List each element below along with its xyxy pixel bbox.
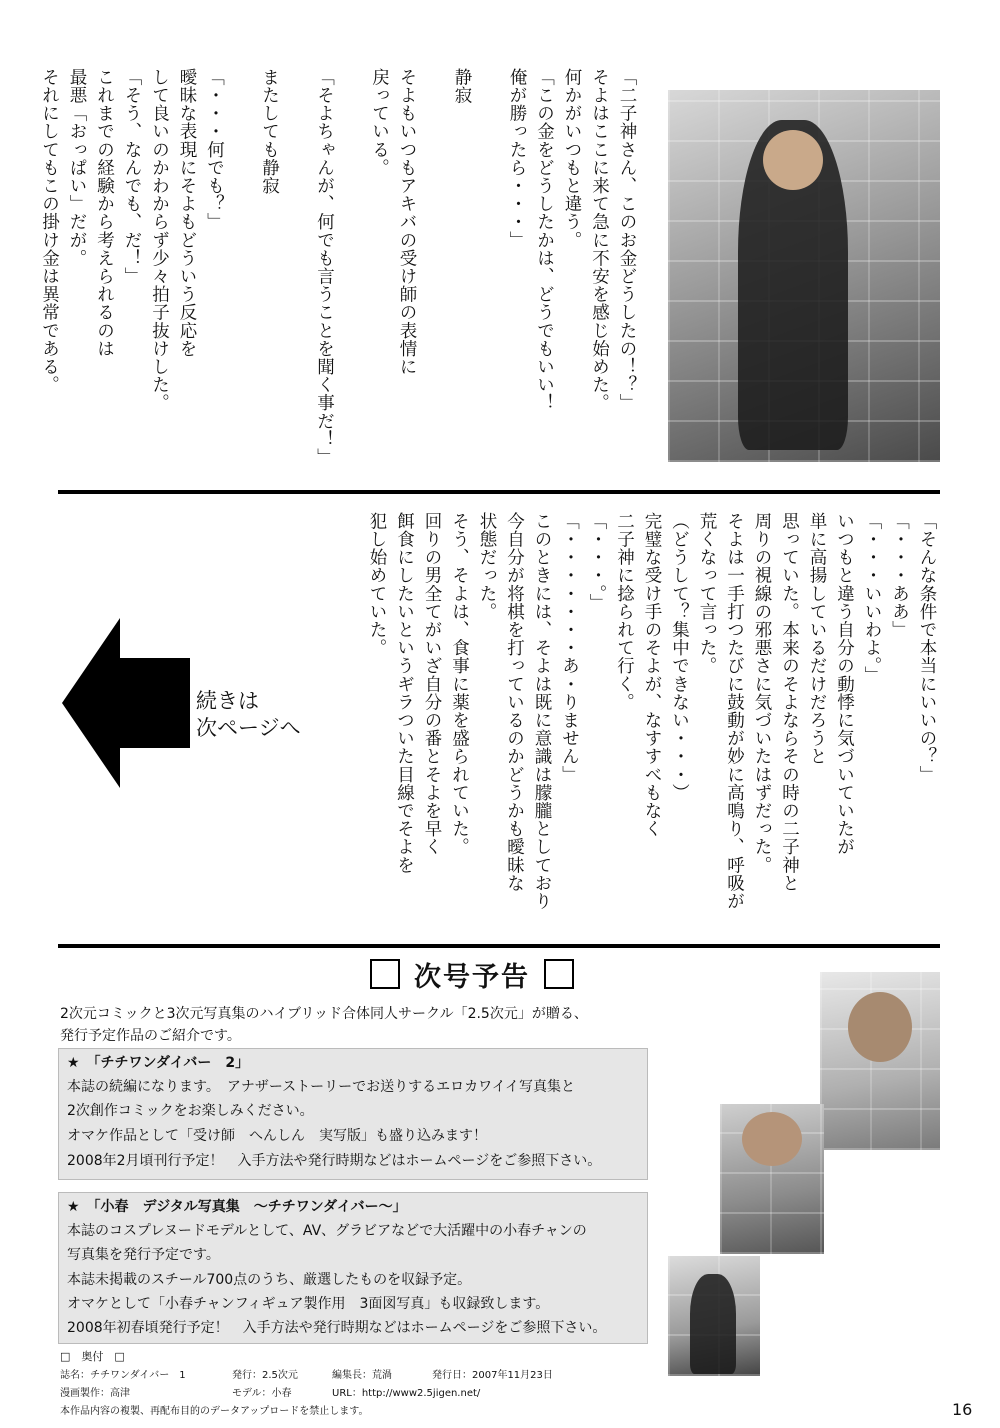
story-line: [338, 68, 366, 488]
story-line: 「・・・ああ」: [889, 512, 910, 639]
story-line: 何かがいつもと違う。: [562, 68, 582, 249]
story-line: 今自分が将棋を打っているのかどうかも曖昧な: [504, 512, 525, 893]
intro-line1: 2次元コミックと3次元写真集のハイブリッド合体同人サークル「2.5次元」が贈る、: [60, 1006, 588, 1022]
story-line: 犯し始めていた。: [367, 512, 387, 657]
promo2-title: ★ 「小春 デジタル写真集 ～チチワンダイバー～」: [67, 1199, 407, 1215]
colophon-editor: 編集長：荒渦: [332, 1370, 392, 1381]
story-line: 周りの視線の邪悪さに気づいたはずだった。: [752, 512, 772, 874]
story-line: [475, 68, 503, 488]
promo1-line: オマケ作品として「受け師 へんしん 実写版」も盛り込みます！: [67, 1128, 487, 1144]
promo2-line: オマケとして「小春チャンフィギュア製作用 3面図写真」も収録致します。: [67, 1296, 550, 1312]
story-line: 曖昧な表現にそよもどういう反応を: [177, 68, 197, 358]
promo1-title: ★ 「チチワンダイバー 2」: [67, 1055, 250, 1071]
story-line: [228, 68, 256, 488]
story-top-text: [39, 68, 640, 488]
story-line: 回りの男全てがいざ自分の番とそよを早く: [422, 512, 442, 856]
promo-box-2: [58, 1192, 648, 1344]
colophon-notice: 本作品内容の複製、再配布目的のデータアップロードを禁止します。: [60, 1406, 369, 1417]
continue-line1: 続きは: [196, 689, 259, 713]
story-line: 餌食にしたいというギラついた目線でそよを: [394, 512, 415, 874]
colophon-url: URL：http://www2.5jigen.net/: [332, 1388, 481, 1399]
story-line: 「そう、なんでも、だ！」: [122, 68, 142, 286]
promo2-line: 本誌未掲載のスチール700点のうち、厳選したものを収録予定。: [67, 1272, 472, 1288]
promo2-line: 写真集を発行予定です。: [67, 1247, 220, 1263]
story-line: して良いのかわからず少々拍子抜けした。: [149, 68, 170, 412]
model-photo-portrait: [820, 972, 940, 1150]
story-line: それにしてもこの掛け金は異常である。: [39, 68, 60, 394]
model-photo-maid-back: [668, 1256, 760, 1376]
story-line: 状態だった。: [477, 512, 497, 621]
story-line: 「・・・何でも？」: [204, 68, 225, 231]
story-line: （どうして？集中できない・・・）: [669, 512, 690, 802]
colophon-date: 発行日：2007年11月23日: [432, 1370, 553, 1381]
story-line: 単に高揚しているだけだろうと: [807, 512, 827, 766]
story-line: これまでの経験から考えられるのは: [94, 68, 115, 358]
story-line: 最悪「おっぱい」だが。: [67, 68, 87, 268]
colophon-publisher: 発行：2.5次元: [232, 1370, 298, 1381]
arrow-left-icon: [62, 618, 192, 788]
story-line: 戻っている。: [369, 68, 390, 177]
continue-line2: 次ページへ: [196, 716, 301, 740]
story-line: そよは一手打つたびに鼓動が妙に高鳴り、呼吸が: [724, 512, 745, 911]
colophon-title: 誌名：チチワンダイバー 1: [60, 1370, 186, 1381]
story-line: 完璧な受け手のそよが、なすすべもなく: [642, 512, 662, 838]
story-line: 「二子神さん、このお金どうしたの！？」: [617, 68, 637, 412]
story-line: そう、そよは、食事に薬を盛られていた。: [449, 512, 470, 856]
colophon-manga: 漫画製作：高津: [60, 1388, 130, 1399]
story-line: そよもいつもアキバの受け師の表情に: [397, 68, 417, 376]
story-line: [283, 68, 311, 488]
story-line: 俺が勝ったら・・・」: [507, 68, 527, 249]
story-line: 「そよちゃんが、何でも言うことを聞く事だ！」: [314, 68, 335, 467]
story-line: このときには、そよは既に意識は朦朧としており: [532, 512, 552, 911]
story-line: 思っていた。本来のそよならその時の二子神と: [779, 512, 800, 893]
maid-photo-top: [668, 90, 940, 462]
promo2-line: 本誌のコスプレヌードモデルとして、AV、グラビアなどで大活躍中の小春チャンの: [67, 1223, 587, 1239]
heading-text: 次号予告: [414, 961, 530, 993]
story-line: 「この金をどうしたかは、どうでもいい！: [534, 68, 555, 412]
promo1-line: 2次創作コミックをお楽しみください。: [67, 1103, 314, 1119]
colophon-model: モデル：小春: [232, 1388, 292, 1399]
story-line: 「・・・。」: [587, 512, 607, 612]
promo2-line: 2008年初春頃発行予定！ 入手方法や発行時期などはホームページをご参照下さい。: [67, 1320, 607, 1336]
story-line: いつもと違う自分の動悸に気づいていたが: [834, 512, 855, 856]
square-icon: [370, 959, 400, 989]
story-line: 二子神に捻られて行く。: [614, 512, 635, 712]
promo1-line: 2008年2月頃刊行予定！ 入手方法や発行時期などはホームページをご参照下さい。: [67, 1153, 602, 1169]
divider-bottom: [58, 944, 940, 948]
continue-label: [196, 688, 301, 742]
story-line: 「そんな条件で本当にいいの？」: [917, 512, 937, 784]
promo-box-1: [58, 1048, 648, 1180]
story-middle-text: [340, 512, 940, 932]
story-line: 荒くなって言った。: [697, 512, 717, 675]
promo1-line: 本誌の続編になります。 アナザーストーリーでお送りするエロカワイイ写真集と: [67, 1079, 576, 1095]
divider-top: [58, 490, 940, 494]
story-line: 「・・・いいわよ。」: [862, 512, 882, 685]
story-line: 静寂: [452, 68, 472, 105]
intro-line2: 発行予定作品のご紹介です。: [60, 1028, 241, 1044]
story-line: またしても静寂: [259, 68, 280, 195]
story-line: そよはここに来て急に不安を感じ始めた。: [589, 68, 610, 412]
model-photo-swimwear: [720, 1104, 824, 1254]
story-line: [420, 68, 448, 488]
page-number: 16: [952, 1400, 973, 1419]
story-line: 「・・・・・・・あ・りません」: [559, 512, 580, 784]
next-issue-heading: [370, 958, 574, 993]
square-icon: [544, 959, 574, 989]
colophon-heading: □ 奥付 □: [60, 1350, 125, 1363]
